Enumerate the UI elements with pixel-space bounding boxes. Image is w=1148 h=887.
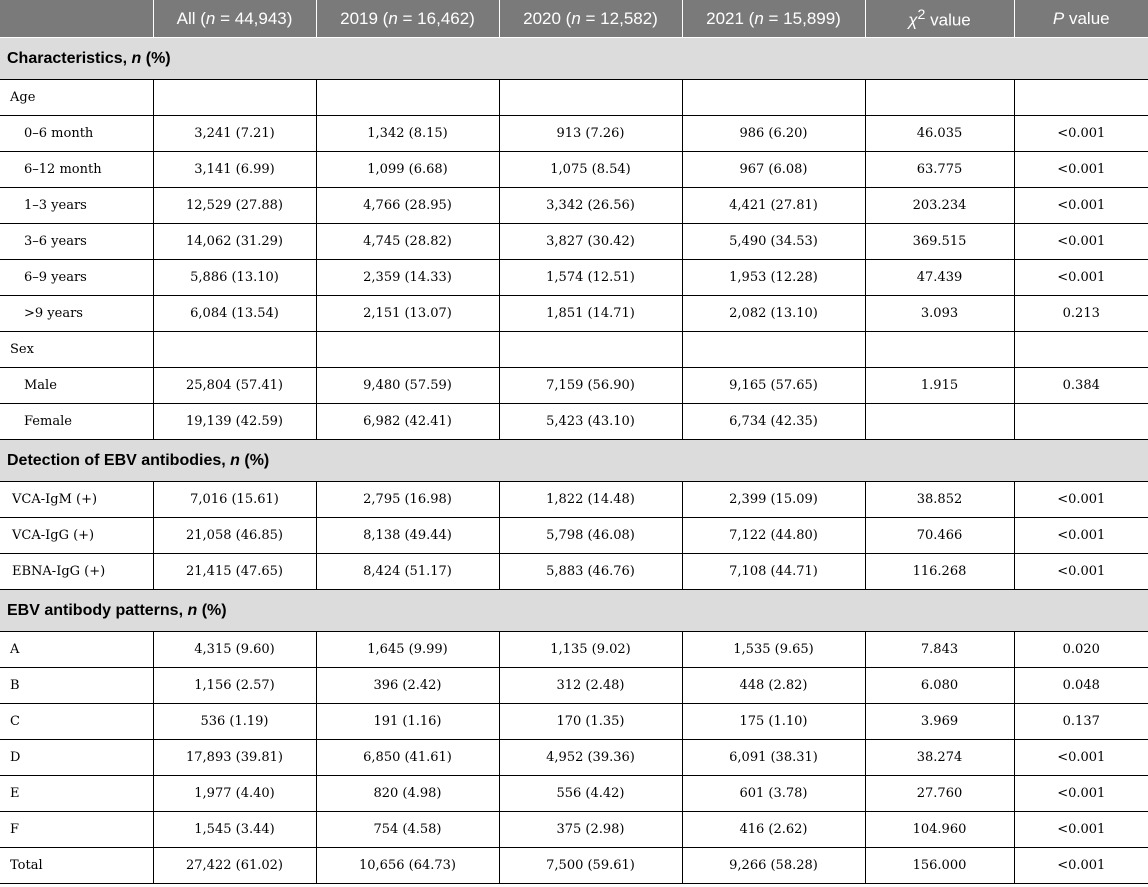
table-cell: 6.080 (865, 668, 1014, 704)
table-cell: 312 (2.48) (499, 668, 682, 704)
table-cell: 1,545 (3.44) (153, 812, 316, 848)
table-cell: 4,952 (39.36) (499, 740, 682, 776)
table-row (0, 518, 1148, 554)
table-cell: 3,827 (30.42) (499, 224, 682, 260)
table-row (0, 740, 1148, 776)
header-row (0, 0, 1148, 38)
table-cell: 3,141 (6.99) (153, 152, 316, 188)
table-cell: 116.268 (865, 554, 1014, 590)
table-row (0, 812, 1148, 848)
table-cell: 4,421 (27.81) (682, 188, 865, 224)
table-cell (316, 332, 499, 368)
table-cell: 3,342 (26.56) (499, 188, 682, 224)
header-cell-chi2: $\chi^2$ value (865, 0, 1014, 38)
table-cell: 1,574 (12.51) (499, 260, 682, 296)
table-cell: 6,091 (38.31) (682, 740, 865, 776)
table-row (0, 704, 1148, 740)
table-cell (1014, 332, 1148, 368)
table-cell: 448 (2.82) (682, 668, 865, 704)
row-label: E (0, 776, 153, 812)
table-cell: 7,159 (56.90) (499, 368, 682, 404)
table-cell: 7,016 (15.61) (153, 482, 316, 518)
table-cell: <0.001 (1014, 518, 1148, 554)
table-cell: 175 (1.10) (682, 704, 865, 740)
table-cell: 1,645 (9.99) (316, 632, 499, 668)
table-cell (1014, 404, 1148, 440)
table-cell: 5,883 (46.76) (499, 554, 682, 590)
table-row (0, 776, 1148, 812)
table-row (0, 332, 1148, 368)
row-label: 6–9 years (0, 260, 153, 296)
table-cell: 9,165 (57.65) (682, 368, 865, 404)
table-row (0, 404, 1148, 440)
table-cell: 9,266 (58.28) (682, 848, 865, 884)
table-cell: 1,822 (14.48) (499, 482, 682, 518)
table-row (0, 848, 1148, 884)
table-cell: <0.001 (1014, 554, 1148, 590)
table-cell: 1,156 (2.57) (153, 668, 316, 704)
table-cell: 8,424 (51.17) (316, 554, 499, 590)
header-cell-blank (0, 0, 153, 38)
header-cell-2019: 2019 (n = 16,462) (316, 0, 499, 38)
section-header-row (0, 38, 1148, 80)
table-cell: <0.001 (1014, 812, 1148, 848)
table-cell: 416 (2.62) (682, 812, 865, 848)
table-cell: 396 (2.42) (316, 668, 499, 704)
table-cell: 63.775 (865, 152, 1014, 188)
table-cell: 967 (6.08) (682, 152, 865, 188)
table-cell: 2,795 (16.98) (316, 482, 499, 518)
table-cell: 601 (3.78) (682, 776, 865, 812)
table-cell: <0.001 (1014, 848, 1148, 884)
row-label: Sex (0, 332, 153, 368)
table-cell: 21,415 (47.65) (153, 554, 316, 590)
table-cell: 1,075 (8.54) (499, 152, 682, 188)
section-title: EBV antibody patterns, n (%) (0, 590, 1148, 632)
table-cell: 0.020 (1014, 632, 1148, 668)
row-label: B (0, 668, 153, 704)
table-cell: 375 (2.98) (499, 812, 682, 848)
table-cell: 369.515 (865, 224, 1014, 260)
table-cell: <0.001 (1014, 776, 1148, 812)
table-cell: 6,734 (42.35) (682, 404, 865, 440)
row-label: Age (0, 80, 153, 116)
table-cell: 556 (4.42) (499, 776, 682, 812)
table-cell (153, 332, 316, 368)
table-cell: 1,135 (9.02) (499, 632, 682, 668)
table-cell: <0.001 (1014, 116, 1148, 152)
table-cell (865, 80, 1014, 116)
table-cell: 1,342 (8.15) (316, 116, 499, 152)
table-cell: <0.001 (1014, 224, 1148, 260)
table-cell: 5,423 (43.10) (499, 404, 682, 440)
table-cell: 5,490 (34.53) (682, 224, 865, 260)
table-cell: 38.274 (865, 740, 1014, 776)
table-cell: 70.466 (865, 518, 1014, 554)
table-cell: 170 (1.35) (499, 704, 682, 740)
table-cell: 0.213 (1014, 296, 1148, 332)
header-cell-2020: 2020 (n = 12,582) (499, 0, 682, 38)
table-cell: 38.852 (865, 482, 1014, 518)
table-cell (865, 332, 1014, 368)
row-label: D (0, 740, 153, 776)
table-cell: 46.035 (865, 116, 1014, 152)
table-row (0, 554, 1148, 590)
table-cell: 19,139 (42.59) (153, 404, 316, 440)
table-cell: 2,399 (15.09) (682, 482, 865, 518)
table-cell: 156.000 (865, 848, 1014, 884)
table-cell: 104.960 (865, 812, 1014, 848)
table-cell: 10,656 (64.73) (316, 848, 499, 884)
row-label: >9 years (0, 296, 153, 332)
row-label: A (0, 632, 153, 668)
row-label: EBNA-IgG (+) (0, 554, 153, 590)
row-label: 3–6 years (0, 224, 153, 260)
table-cell (499, 80, 682, 116)
table-cell: 4,315 (9.60) (153, 632, 316, 668)
row-label: VCA-IgM (+) (0, 482, 153, 518)
table-cell: 25,804 (57.41) (153, 368, 316, 404)
table-cell: <0.001 (1014, 482, 1148, 518)
table-cell: 7,122 (44.80) (682, 518, 865, 554)
table-cell: 6,850 (41.61) (316, 740, 499, 776)
table-cell: 0.137 (1014, 704, 1148, 740)
table-cell: 1,099 (6.68) (316, 152, 499, 188)
table-row (0, 482, 1148, 518)
section-title: Characteristics, n (%) (0, 38, 1148, 80)
table-row (0, 668, 1148, 704)
table-cell: 1,535 (9.65) (682, 632, 865, 668)
row-label: F (0, 812, 153, 848)
table-cell: <0.001 (1014, 740, 1148, 776)
table-cell: 1,953 (12.28) (682, 260, 865, 296)
table-cell (153, 80, 316, 116)
row-label: VCA-IgG (+) (0, 518, 153, 554)
section-title: Detection of EBV antibodies, n (%) (0, 440, 1148, 482)
table-row (0, 632, 1148, 668)
table-cell (682, 80, 865, 116)
table-cell: <0.001 (1014, 260, 1148, 296)
table-cell: 27,422 (61.02) (153, 848, 316, 884)
table-cell: 536 (1.19) (153, 704, 316, 740)
table-cell: 12,529 (27.88) (153, 188, 316, 224)
table-row (0, 116, 1148, 152)
table-cell: 3.093 (865, 296, 1014, 332)
table-cell: 0.048 (1014, 668, 1148, 704)
table-cell: 5,798 (46.08) (499, 518, 682, 554)
table-cell: 754 (4.58) (316, 812, 499, 848)
row-label: 6–12 month (0, 152, 153, 188)
table-cell (682, 332, 865, 368)
table-cell: 986 (6.20) (682, 116, 865, 152)
header-cell-all: All (n = 44,943) (153, 0, 316, 38)
table-cell: 47.439 (865, 260, 1014, 296)
table-cell: 6,982 (42.41) (316, 404, 499, 440)
table-cell: 191 (1.16) (316, 704, 499, 740)
table-cell (499, 332, 682, 368)
table-cell: 8,138 (49.44) (316, 518, 499, 554)
table-row (0, 152, 1148, 188)
table-cell: 27.760 (865, 776, 1014, 812)
table-cell: 0.384 (1014, 368, 1148, 404)
table-cell: 1.915 (865, 368, 1014, 404)
table-cell: 3.969 (865, 704, 1014, 740)
table-cell: 14,062 (31.29) (153, 224, 316, 260)
row-label: Male (0, 368, 153, 404)
table-row (0, 296, 1148, 332)
table-cell: 4,745 (28.82) (316, 224, 499, 260)
table-cell: 203.234 (865, 188, 1014, 224)
table-cell: <0.001 (1014, 152, 1148, 188)
table-cell: 1,851 (14.71) (499, 296, 682, 332)
table-row (0, 80, 1148, 116)
table-row (0, 188, 1148, 224)
table-cell: 7.843 (865, 632, 1014, 668)
table-cell: 2,359 (14.33) (316, 260, 499, 296)
section-header-row (0, 590, 1148, 632)
table-cell: 6,084 (13.54) (153, 296, 316, 332)
header-cell-2021: 2021 (n = 15,899) (682, 0, 865, 38)
table-row (0, 368, 1148, 404)
table-cell: 5,886 (13.10) (153, 260, 316, 296)
row-label: Total (0, 848, 153, 884)
table-cell: 4,766 (28.95) (316, 188, 499, 224)
table-row (0, 224, 1148, 260)
table-cell: 2,151 (13.07) (316, 296, 499, 332)
table-cell: 7,108 (44.71) (682, 554, 865, 590)
row-label: Female (0, 404, 153, 440)
table-cell (865, 404, 1014, 440)
row-label: 1–3 years (0, 188, 153, 224)
table-cell: 913 (7.26) (499, 116, 682, 152)
table-body (0, 38, 1148, 884)
table-cell: 2,082 (13.10) (682, 296, 865, 332)
row-label: 0–6 month (0, 116, 153, 152)
table-cell: 820 (4.98) (316, 776, 499, 812)
section-header-row (0, 440, 1148, 482)
table-row (0, 260, 1148, 296)
row-label: C (0, 704, 153, 740)
table-cell (1014, 80, 1148, 116)
table-cell: 3,241 (7.21) (153, 116, 316, 152)
table-cell: 21,058 (46.85) (153, 518, 316, 554)
table-cell: <0.001 (1014, 188, 1148, 224)
table-cell: 9,480 (57.59) (316, 368, 499, 404)
table-cell: 1,977 (4.40) (153, 776, 316, 812)
table-cell: 17,893 (39.81) (153, 740, 316, 776)
header-cell-p: P value (1014, 0, 1148, 38)
table-cell: 7,500 (59.61) (499, 848, 682, 884)
table-cell (316, 80, 499, 116)
